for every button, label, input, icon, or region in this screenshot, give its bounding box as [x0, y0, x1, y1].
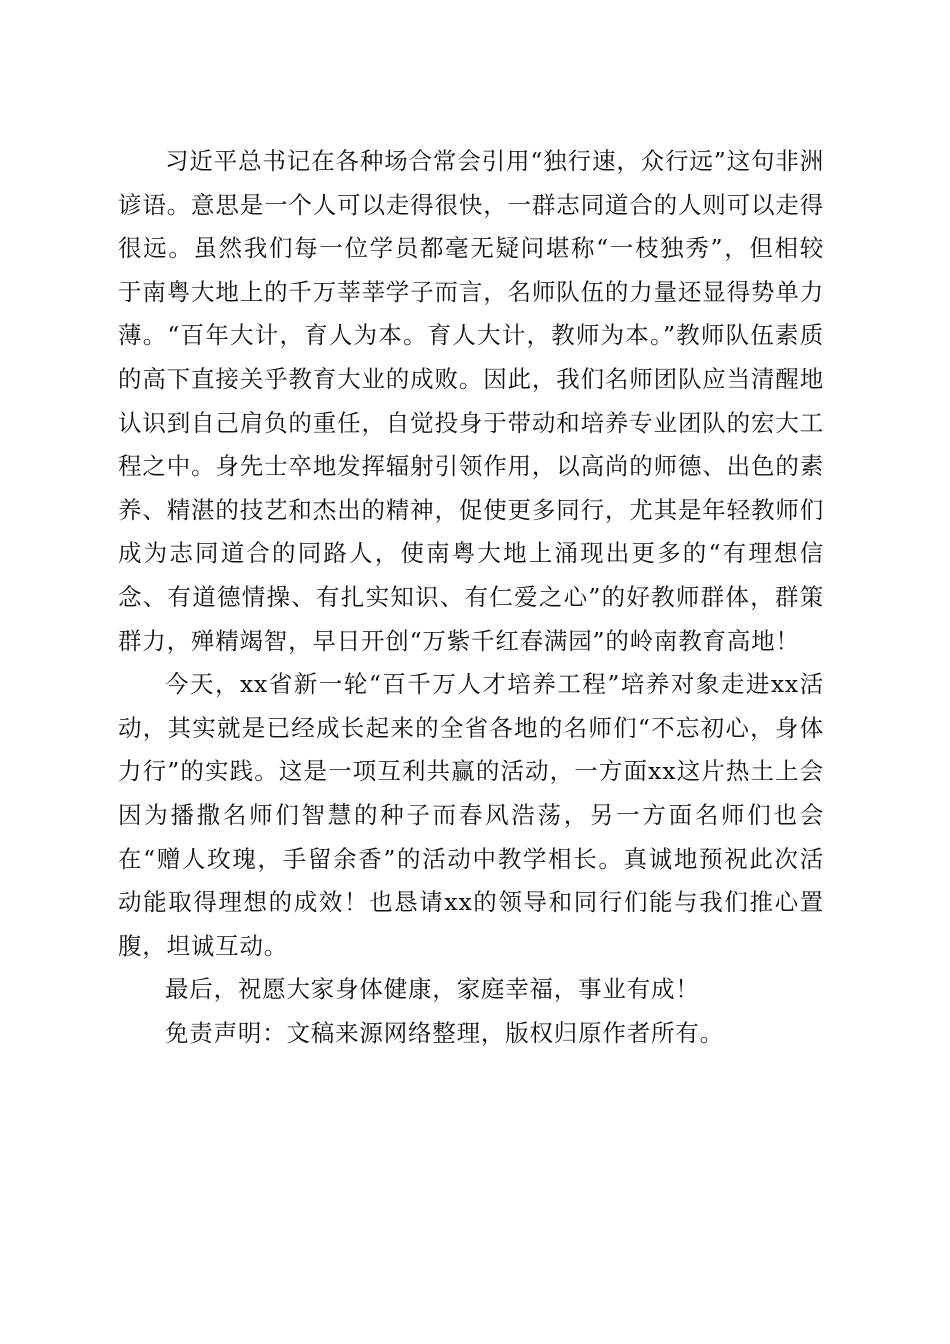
paragraph-3: 最后，祝愿大家身体健康，家庭幸福，事业有成！ [165, 975, 700, 1004]
paragraph-2: 今天，xx省新一轮“百千万人才培养工程”培养对象走进xx活动，其实就是已经成长起来的全省各地的名师们“不忘初心，身体力行”的实践。这是一项互利共赢的活动，一方面xx这片热土上会因为播撒名师们智慧的种子而春风浩荡，另一方面名师们也会在“赠人玫瑰，手留余香”的活动中教学相长。真诚地预祝此次活动能取得理想的成效！也恳请xx的领导和同行们能与我们推心置腹，坦诚互动。 [118, 670, 824, 960]
document-body [118, 140, 824, 1055]
disclaimer-paragraph: 免责声明：文稿来源网络整理，版权归原作者所有。 [165, 1018, 724, 1047]
paragraph-1: 习近平总书记在各种场合常会引用“独行速，众行远”这句非洲谚语。意思是一个人可以走得很快，一群志同道合的人则可以走得很远。虽然我们每一位学员都毫无疑问堪称“一枝独秀”，但相较于南粤大地上的千万莘莘学子而言，名师队伍的力量还显得势单力薄。“百年大计，育人为本。育人大计，教师为本。”教师队伍素质的高下直接关乎教育大业的成败。因此，我们名师团队应当清醒地认识到自己肩负的重任，自觉投身于带动和培养专业团队的宏大工程之中。身先士卒地发挥辐射引领作用，以高尚的师德、出色的素养、精湛的技艺和杰出的精神，促使更多同行，尤其是年轻教师们成为志同道合的同路人，使南粤大地上涌现出更多的“有理想信念、有道德情操、有扎实知识、有仁爱之心”的好教师群体，群策群力，殚精竭智，早日开创“万紫千红春满园”的岭南教育高地！ [118, 147, 824, 655]
